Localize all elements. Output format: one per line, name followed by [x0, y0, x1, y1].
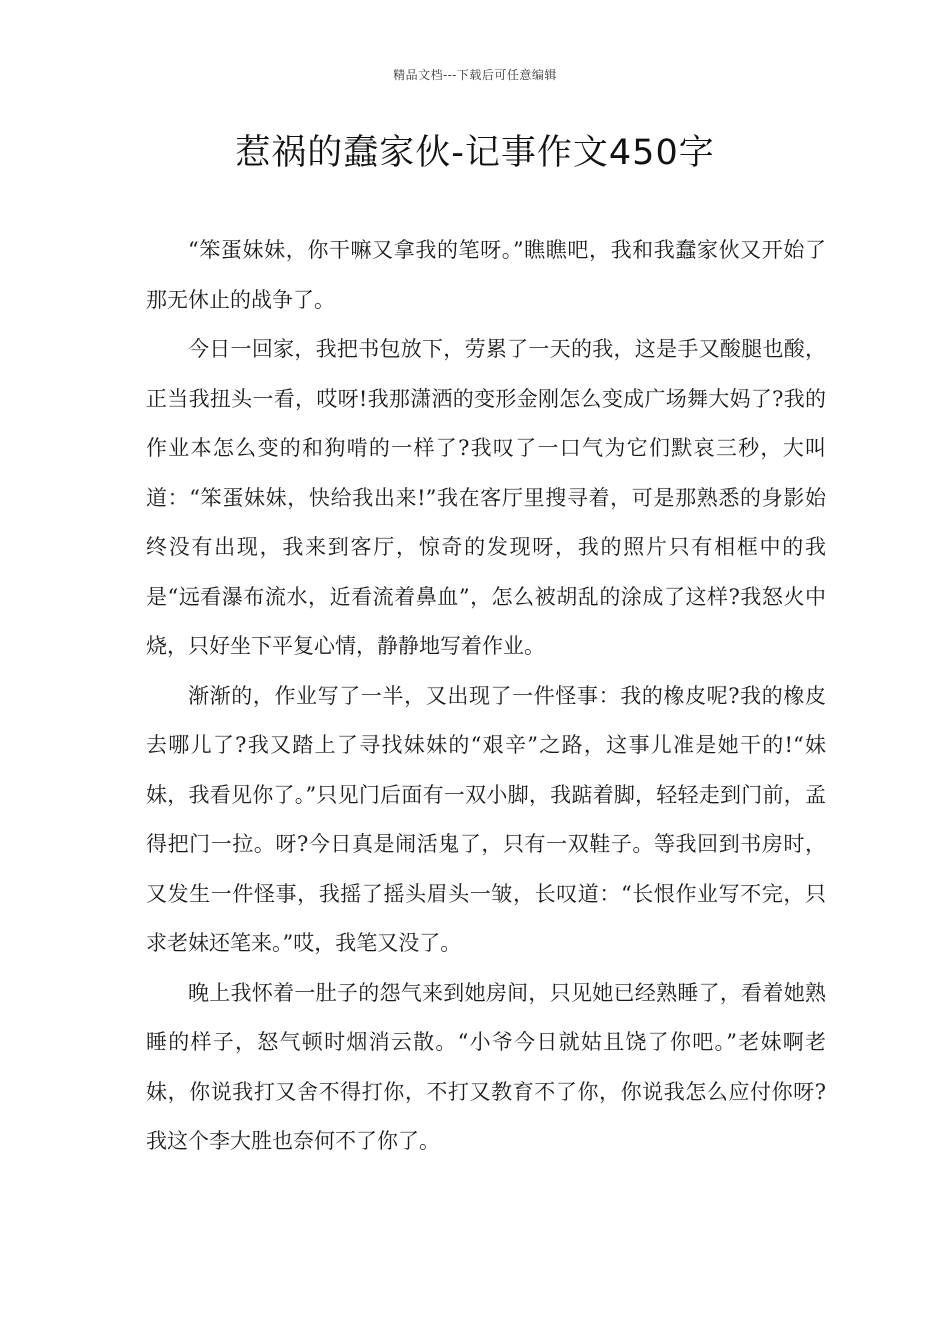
paragraph: 晚上我怀着一肚子的怨气来到她房间，只见她已经熟睡了，看着她熟睡的样子，怒气顿时烟消云散。“小爷今日就姑且饶了你吧。”老妹啊老妹，你说我打又舍不得打你，不打又教育不了你，你说我怎么应付你呀?我这个李大胜也奈何不了你了。 [146, 980, 826, 1153]
article-body [146, 226, 826, 1167]
page-title: 惹祸的蠢家伙-记事作文450字 [235, 133, 715, 173]
header-note: 精品文档---下载后可任意编辑 [393, 68, 557, 82]
paragraph: “笨蛋妹妹，你干嘛又拿我的笔呀。”瞧瞧吧，我和我蠢家伙又开始了那无休止的战争了。 [146, 238, 826, 312]
paragraph: 今日一回家，我把书包放下，劳累了一天的我，这是手又酸腿也酸，正当我扭头一看，哎呀!我那潇洒的变形金刚怎么变成广场舞大妈了?我的作业本怎么变的和狗啃的一样了?我叹了一口气为它们默哀三秒，大叫道：“笨蛋妹妹，快给我出来!”我在客厅里搜寻着，可是那熟悉的身影始终没有出现，我来到客厅，惊奇的发现呀，我的照片只有相框中的我是“远看瀑布流水，近看流着鼻血”，怎么被胡乱的涂成了这样?我怒火中烧，只好坐下平复心情，静静地写着作业。 [146, 337, 826, 658]
paragraph: 渐渐的，作业写了一半，又出现了一件怪事：我的橡皮呢?我的橡皮去哪儿了?我又踏上了寻找妹妹的“艰辛”之路，这事儿准是她干的!“妹妹，我看见你了。”只见门后面有一双小脚，我踮着脚，轻轻走到门前，孟得把门一拉。呀?今日真是闹活鬼了，只有一双鞋子。等我回到书房时，又发生一件怪事，我摇了摇头眉头一皱，长叹道：“长恨作业写不完，只求老妹还笔来。”哎，我笔又没了。 [146, 683, 826, 955]
